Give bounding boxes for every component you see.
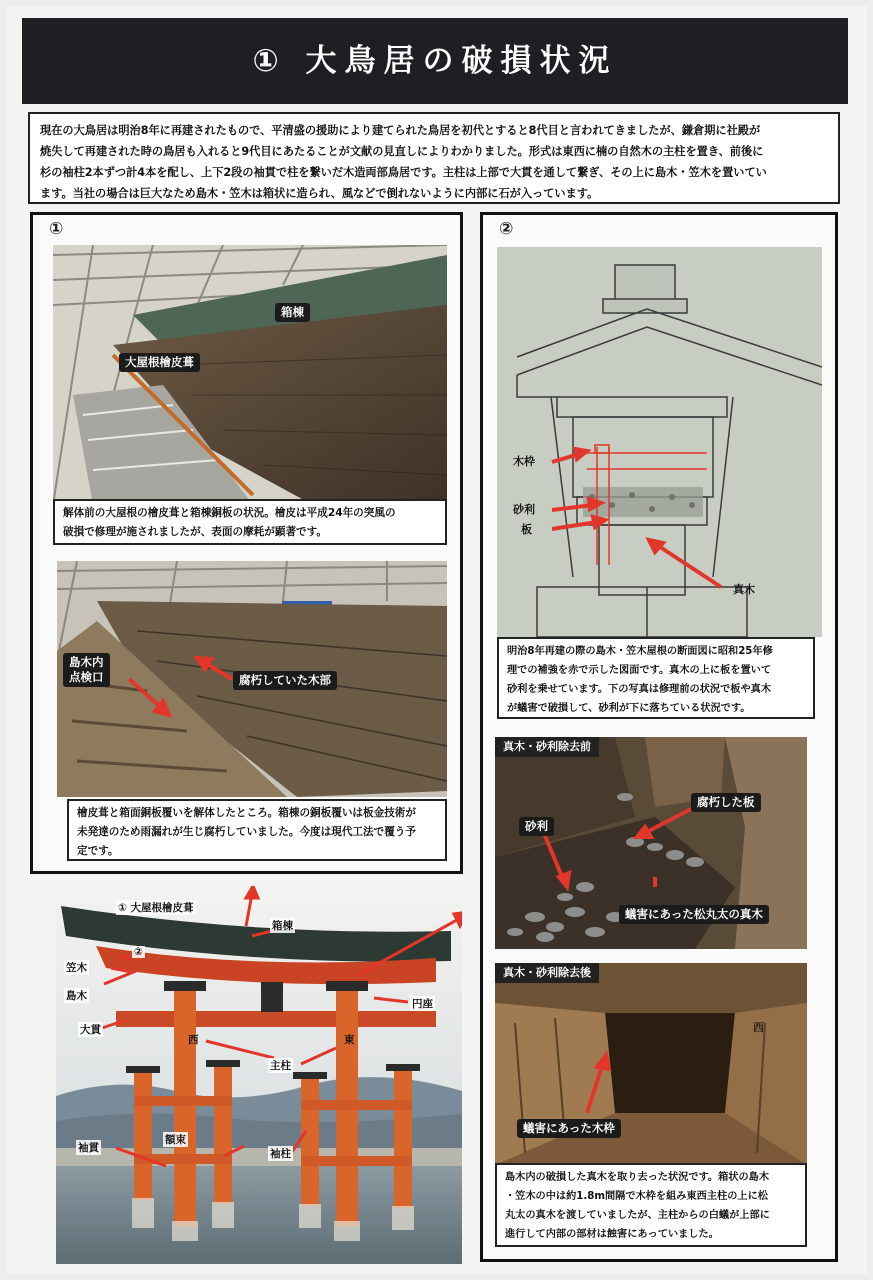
diagram-caption: [497, 637, 815, 719]
cross-section-drawing: [497, 247, 822, 637]
torii-enza-label: 円座: [412, 998, 433, 1010]
dismantled-roof-photo: [57, 561, 447, 797]
photo-after-removal: [495, 963, 807, 1165]
torii-east-label: 東: [344, 1034, 355, 1046]
termite-frame-label: 蟻害にあった木枠: [517, 1119, 621, 1138]
caption-line: 明治8年再建の際の島木・笠木屋根の断面図に昭和25年修: [507, 646, 773, 657]
caption-line: 破損で修理が施されましたが、表面の摩耗が顕著です。: [63, 526, 327, 538]
inspection-label-line: 点検口: [69, 670, 104, 684]
torii-sodenuki-label: 袖貫: [78, 1142, 99, 1154]
caption-line: 理での補強を赤で示した図面です。真木の上に板を置いて: [507, 665, 772, 676]
torii-num2-label: ②: [134, 946, 143, 958]
caption-line: ・笠木の中は約1.8m間隔で木枠を組み東西主柱の上に松: [505, 1191, 768, 1202]
oyane-label: 大屋根檜皮葺: [119, 353, 200, 372]
caption-line: 未発達のため雨漏れが生じ腐朽していました。今度は現代工法で覆う予: [77, 826, 416, 838]
photo2-caption: [67, 799, 447, 861]
roof-photo-drawing: [53, 245, 447, 505]
panel-number: ②: [499, 219, 514, 239]
page-title: ① 大鳥居の破損状況: [22, 18, 848, 104]
torii-shuchu-label: 主柱: [270, 1060, 291, 1072]
before-header: 真木・砂利除去前: [495, 737, 599, 757]
panel-shimaki-damage: [480, 212, 838, 1262]
torii-tsuka-label: 額束: [165, 1134, 186, 1146]
after-header: 真木・砂利除去後: [495, 963, 599, 983]
torii-shimaki-label: 島木: [66, 990, 87, 1002]
torii-sodebashira-label: 袖柱: [270, 1148, 291, 1160]
photo1-caption: [53, 499, 447, 545]
roof-photo-before-dismantle: [53, 245, 447, 505]
torii-roof-label: ① 大屋根檜皮葺: [118, 902, 194, 914]
rotten-board-label: 腐朽した板: [691, 793, 761, 812]
inspection-label: [63, 653, 110, 687]
photo-west-mark: 西: [753, 1021, 764, 1034]
caption-line: 丸太の真木を渡していましたが、主柱からの白蟻が上部に: [505, 1210, 770, 1221]
intro-text: [28, 112, 840, 204]
cross-section-diagram: [497, 247, 822, 637]
intro-line: 焼失して再建された時の鳥居も入れると9代目にあたることが文献の見直しによりわかりました。形式は東西に楠の自然木の主柱を置き、前後に: [40, 145, 764, 158]
jari-label: 砂利: [513, 503, 535, 516]
gravel-label: 砂利: [519, 817, 554, 836]
after-caption: [495, 1163, 807, 1247]
shingi-label: 真木: [733, 583, 755, 596]
torii-photo: [56, 886, 462, 1264]
termite-log-label: 蟻害にあった松丸太の真木: [619, 905, 769, 924]
torii-kasagi-label: 笠木: [66, 962, 87, 974]
hakomune-label: 箱棟: [275, 303, 310, 322]
caption-line: が蟻害で破損して、砂利が下に落ちている状況です。: [507, 703, 751, 714]
inspection-label-line: 島木内: [69, 655, 104, 669]
caption-line: 砂利を乗せています。下の写真は修理前の状況で板や真木: [507, 684, 772, 695]
torii-hakomune-label: 箱棟: [272, 920, 293, 932]
intro-line: 現在の大鳥居は明治8年に再建されたもので、平清盛の援助により建てられた鳥居を初代とすると8代目と言われてきましたが、鎌倉期に社殿が: [40, 124, 761, 137]
panel-number: ①: [49, 219, 64, 239]
panel-roof-damage: [30, 212, 463, 874]
caption-line: 解体前の大屋根の檜皮葺と箱棟銅板の状況。檜皮は平成24年の突風の: [63, 507, 396, 519]
caption-line: 檜皮葺と箱面銅板覆いを解体したところ。箱棟の銅板覆いは板金技術が: [77, 807, 416, 819]
caption-line: 島木内の破損した真木を取り去った状況です。箱状の島木: [505, 1172, 770, 1183]
wakugi-label: 木枠: [513, 455, 535, 468]
intro-line: 杉の袖柱2本ずつ計4本を配し、上下2段の袖貫で柱を繋いだ木造両部鳥居です。主柱は上部で大貫を通して繋ぎ、その上に島木・笠木を置いてい: [40, 166, 767, 179]
photo-before-removal: [495, 737, 807, 949]
torii-west-label: 西: [188, 1034, 199, 1046]
intro-line: ます。当社の場合は巨大なため島木・笠木は箱状に造られ、風などで倒れないように内部に石が入っています。: [40, 187, 599, 200]
caption-line: 定です。: [77, 845, 119, 857]
ita-label: 板: [521, 523, 532, 536]
rotten-wood-label: 腐朽していた木部: [233, 671, 337, 690]
torii-drawing: [56, 886, 462, 1264]
torii-onuki-label: 大貫: [80, 1024, 101, 1036]
caption-line: 進行して内部の部材は蝕害にあっていました。: [505, 1229, 719, 1240]
